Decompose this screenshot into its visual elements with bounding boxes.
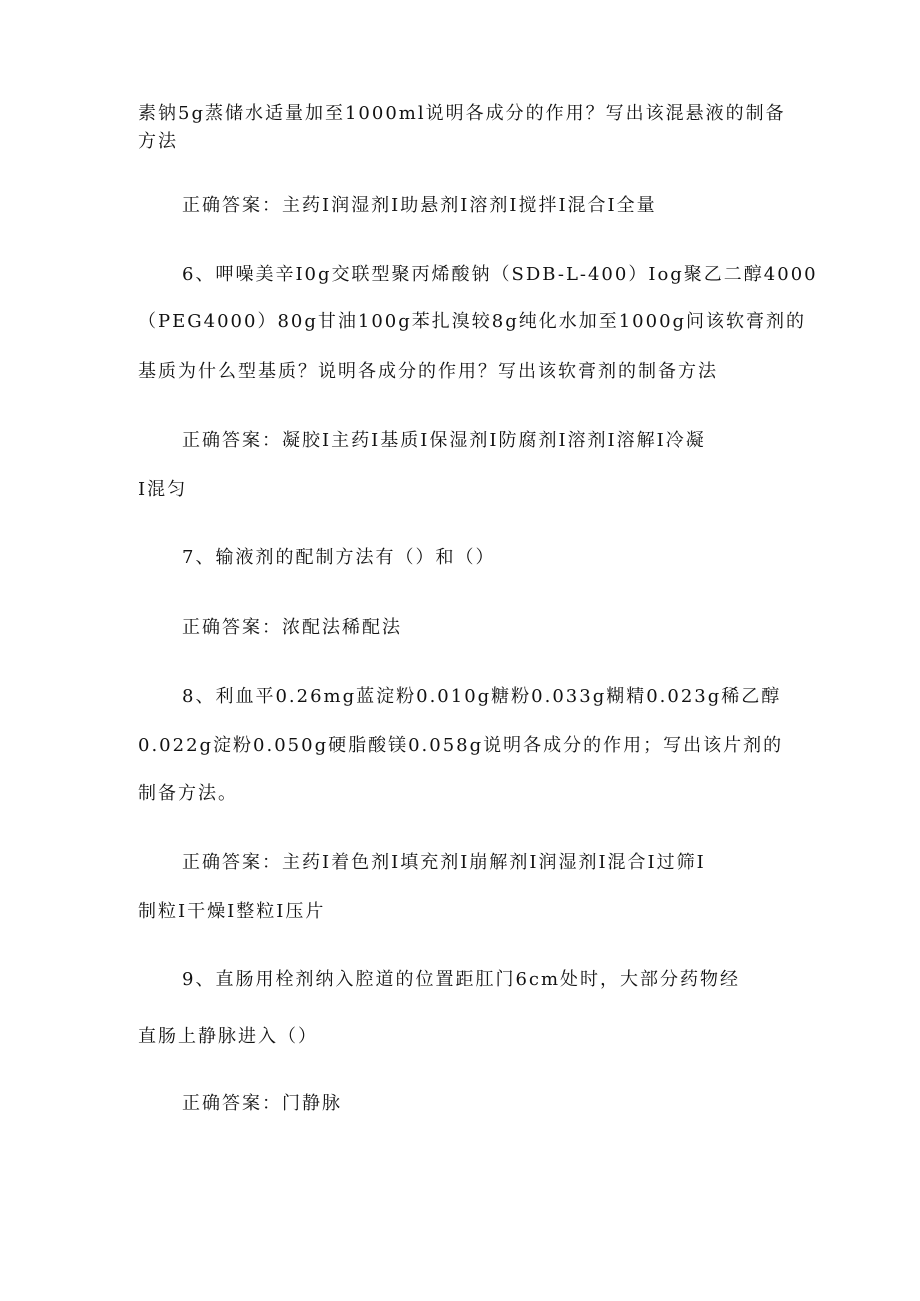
q7-answer: 正确答案：浓配法稀配法 [182, 617, 402, 638]
q6-answer-line-2: I混匀 [138, 479, 188, 500]
q9-text-line-1: 9、直肠用栓剂纳入腔道的位置距肛门6cm处时，大部分药物经 [182, 969, 741, 990]
q7-text: 7、输液剂的配制方法有（）和（） [182, 547, 496, 568]
q9-text-line-2: 直肠上静脉进入（） [138, 1026, 318, 1047]
q8-text-line-2: 0.022g淀粉0.050g硬脂酸镁0.058g说明各成分的作用；写出该片剂的 [138, 735, 784, 756]
q8-text-line-1: 8、利血平0.26mg蓝淀粉0.010g糖粉0.033g糊精0.023g稀乙醇 [182, 686, 782, 707]
q5-text-line-2: 方法 [138, 131, 178, 152]
q6-text-line-1: 6、呷噪美辛I0g交联型聚丙烯酸钠（SDB-L-400）Iog聚乙二醇4000 [182, 264, 818, 285]
q6-answer-line-1: 正确答案：凝胶I主药I基质I保湿剂I防腐剂I溶剂I溶解I冷凝 [182, 430, 706, 451]
q5-answer: 正确答案：主药I润湿剂I助悬剂I溶剂I搅拌I混合I全量 [182, 195, 657, 216]
q6-text-line-3: 基质为什么型基质？说明各成分的作用？写出该软膏剂的制备方法 [138, 361, 718, 382]
q8-text-line-3: 制备方法。 [138, 783, 238, 804]
q8-answer-line-2: 制粒I干燥I整粒I压片 [138, 901, 326, 922]
q8-answer-line-1: 正确答案：主药I着色剂I填充剂I崩解剂I润湿剂I混合I过筛I [182, 852, 706, 873]
q9-answer: 正确答案：门静脉 [182, 1093, 342, 1114]
q5-text-line-1: 素钠5g蒸储水适量加至1000ml说明各成分的作用？写出该混悬液的制备 [138, 103, 786, 124]
q6-text-line-2: （PEG4000）80g甘油100g苯扎溴较8g纯化水加至1000g问该软膏剂的 [138, 311, 807, 332]
